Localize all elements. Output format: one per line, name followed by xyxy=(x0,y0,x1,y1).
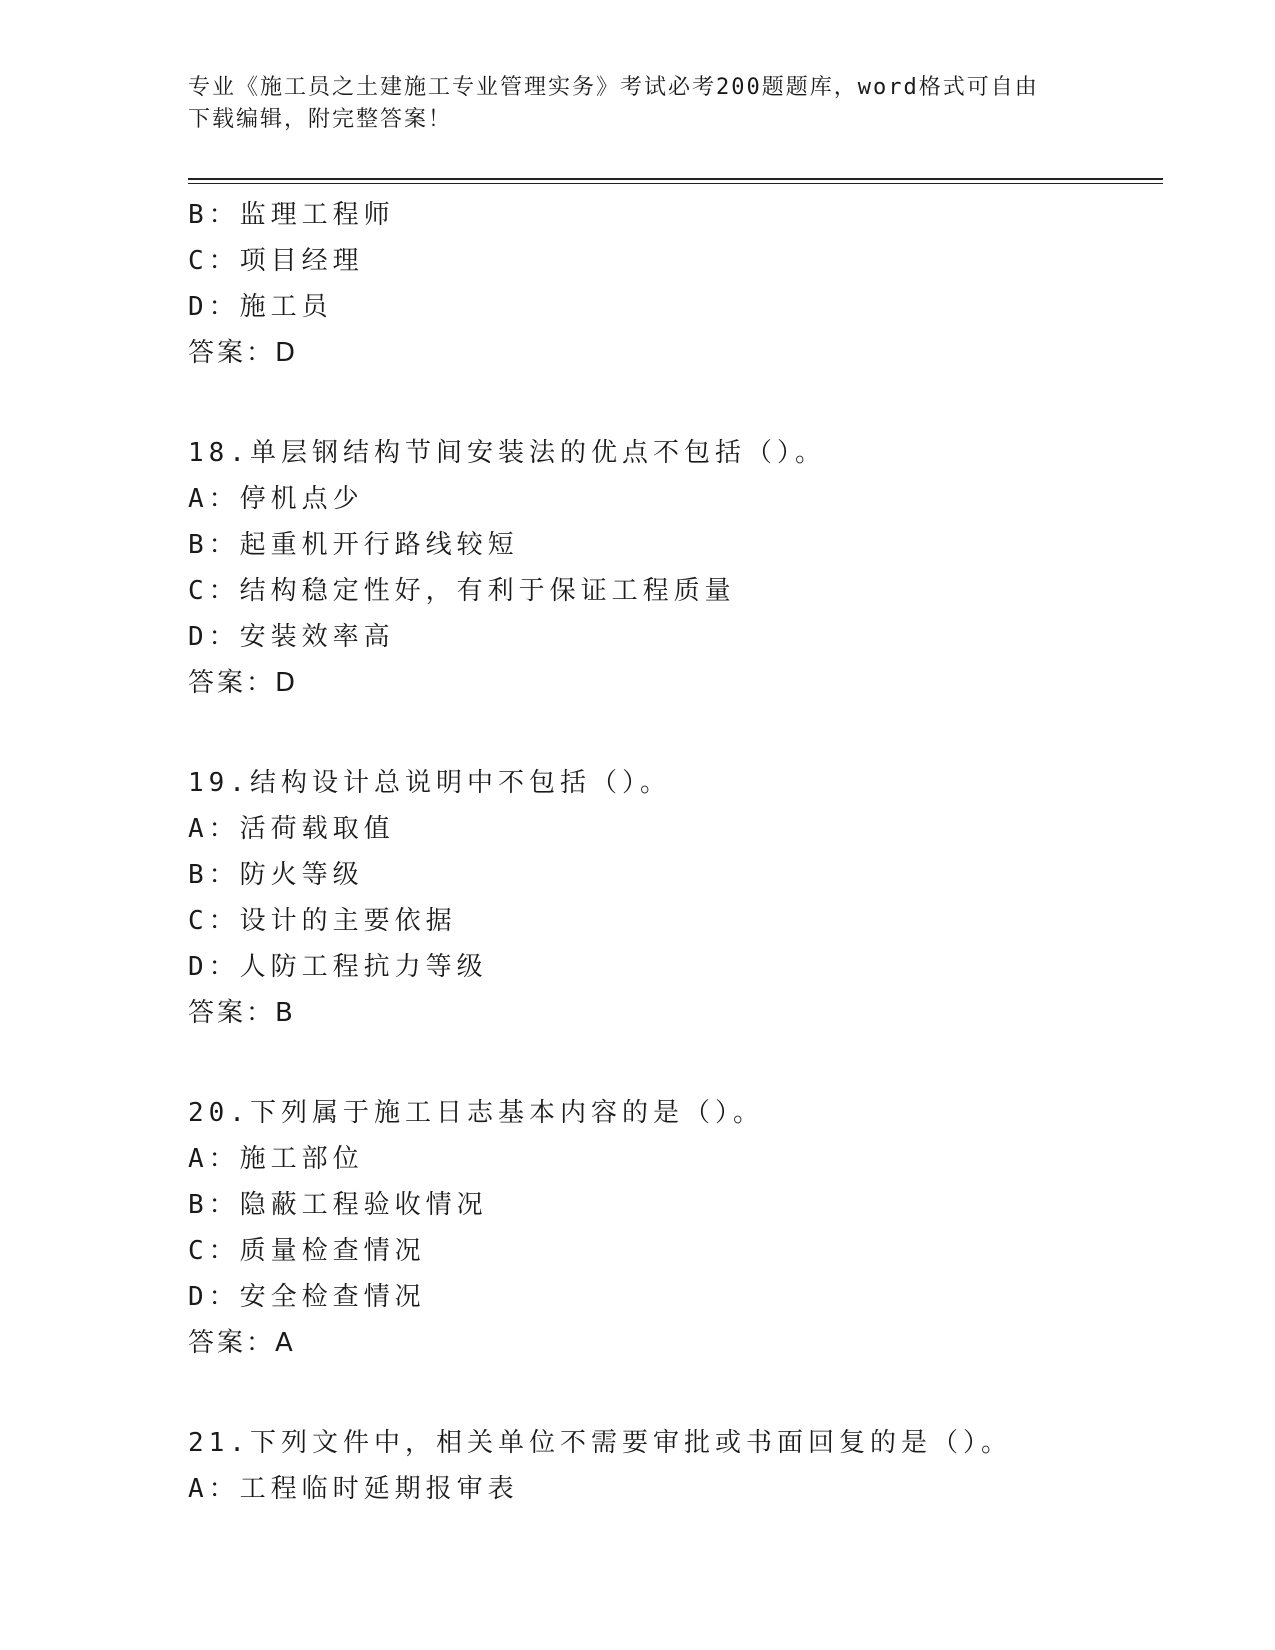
option-c: C：项目经理 xyxy=(188,246,364,276)
question-block xyxy=(188,1420,1163,1512)
option-d: D：施工员 xyxy=(188,292,333,322)
option-c: C：结构稳定性好，有利于保证工程质量 xyxy=(188,576,736,606)
question-text: 20.下列属于施工日志基本内容的是（）。 xyxy=(188,1098,764,1128)
answer: 答案：D xyxy=(188,668,299,698)
question-block xyxy=(188,192,1163,376)
question-block xyxy=(188,760,1163,1036)
question-text: 21.下列文件中，相关单位不需要审批或书面回复的是（）。 xyxy=(188,1428,1012,1458)
question-block xyxy=(188,430,1163,706)
header-divider-thick xyxy=(188,178,1163,180)
header-divider-thin xyxy=(188,183,1163,184)
option-b: B：隐蔽工程验收情况 xyxy=(188,1190,488,1220)
option-a: A：停机点少 xyxy=(188,484,364,514)
option-c: C：质量检查情况 xyxy=(188,1236,426,1266)
answer: 答案：A xyxy=(188,1328,296,1358)
option-c: C：设计的主要依据 xyxy=(188,906,457,936)
option-d: D：人防工程抗力等级 xyxy=(188,952,488,982)
option-b: B：防火等级 xyxy=(188,860,364,890)
option-b: B：起重机开行路线较短 xyxy=(188,530,519,560)
question-list xyxy=(188,192,1163,1512)
question-block xyxy=(188,1090,1163,1366)
option-a: A：施工部位 xyxy=(188,1144,364,1174)
question-text: 19.结构设计总说明中不包括（）。 xyxy=(188,768,671,798)
header-line-1: 专业《施工员之土建施工专业管理实务》考试必考200题题库，word格式可自由 xyxy=(188,75,1039,100)
option-d: D：安装效率高 xyxy=(188,622,395,652)
header-line-2: 下载编辑，附完整答案！ xyxy=(188,107,453,132)
option-a: A：工程临时延期报审表 xyxy=(188,1474,519,1504)
option-a: A：活荷载取值 xyxy=(188,814,395,844)
answer: 答案：B xyxy=(188,998,296,1028)
document-header xyxy=(188,72,1068,136)
question-text: 18.单层钢结构节间安装法的优点不包括（）。 xyxy=(188,438,826,468)
option-b: B：监理工程师 xyxy=(188,200,395,230)
answer: 答案：D xyxy=(188,338,299,368)
option-d: D：安全检查情况 xyxy=(188,1282,426,1312)
